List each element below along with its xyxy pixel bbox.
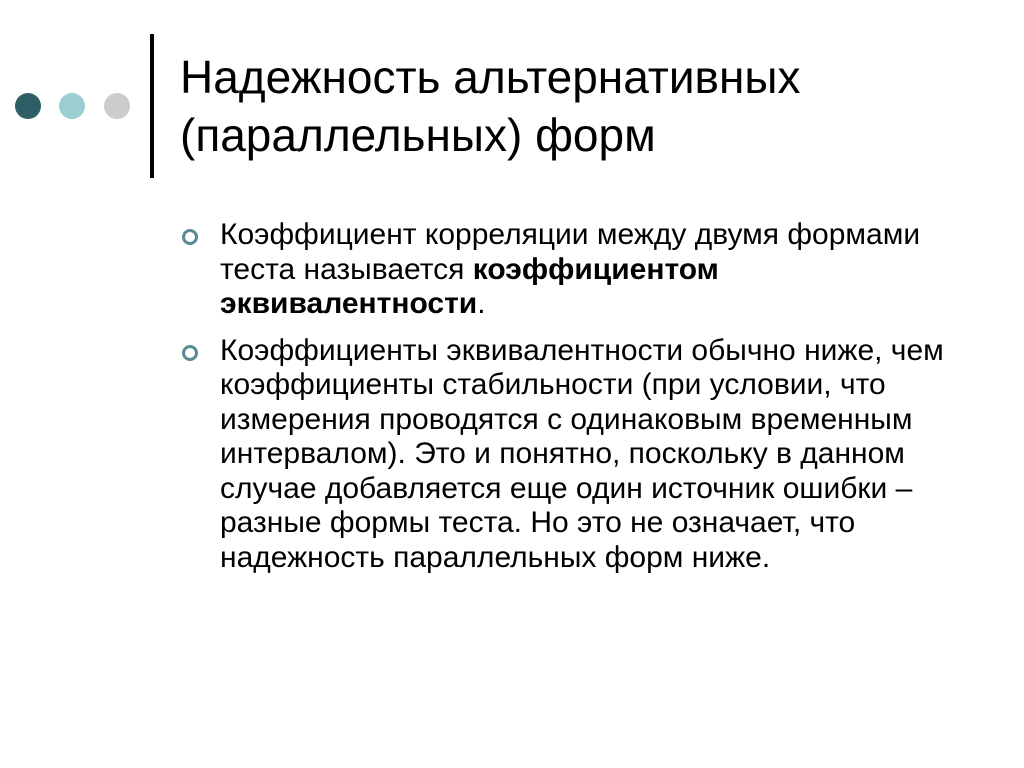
bullet-text	[220, 218, 920, 320]
hollow-circle-bullet-icon	[182, 229, 198, 245]
hollow-circle-bullet-icon	[182, 345, 198, 361]
slide-title-line-1: Надежность альтернативных	[180, 51, 801, 103]
bullet-text-bold-term: коэффициентом эквивалентности	[220, 252, 719, 320]
bullet-item-equivalence-coefficient	[180, 218, 960, 322]
light-teal-dot-icon	[59, 93, 85, 119]
bullet-list	[180, 218, 960, 587]
dark-teal-dot-icon	[15, 93, 41, 119]
title-divider	[150, 34, 154, 178]
gray-dot-icon	[104, 93, 130, 119]
slide-title	[180, 48, 1000, 164]
bullet-text-plain: Коэффициент корреляции между двумя формами теста называется	[220, 218, 921, 286]
bullet-text: Коэффициенты эквивалентности обычно ниже, чем коэффициенты стабильности (при условии, что измерения проводятся с одинаковым временным интервалом). Это и понятно, поскольку в данном случае добавляется еще один источник ошибки – разные формы теста. Но это не означает, что надежность параллельных форм ниже.	[220, 333, 944, 574]
slide-title-line-2: (параллельных) форм	[180, 109, 656, 161]
bullet-item-equivalence-vs-stability	[180, 334, 960, 576]
bullet-text-period: .	[477, 287, 486, 320]
